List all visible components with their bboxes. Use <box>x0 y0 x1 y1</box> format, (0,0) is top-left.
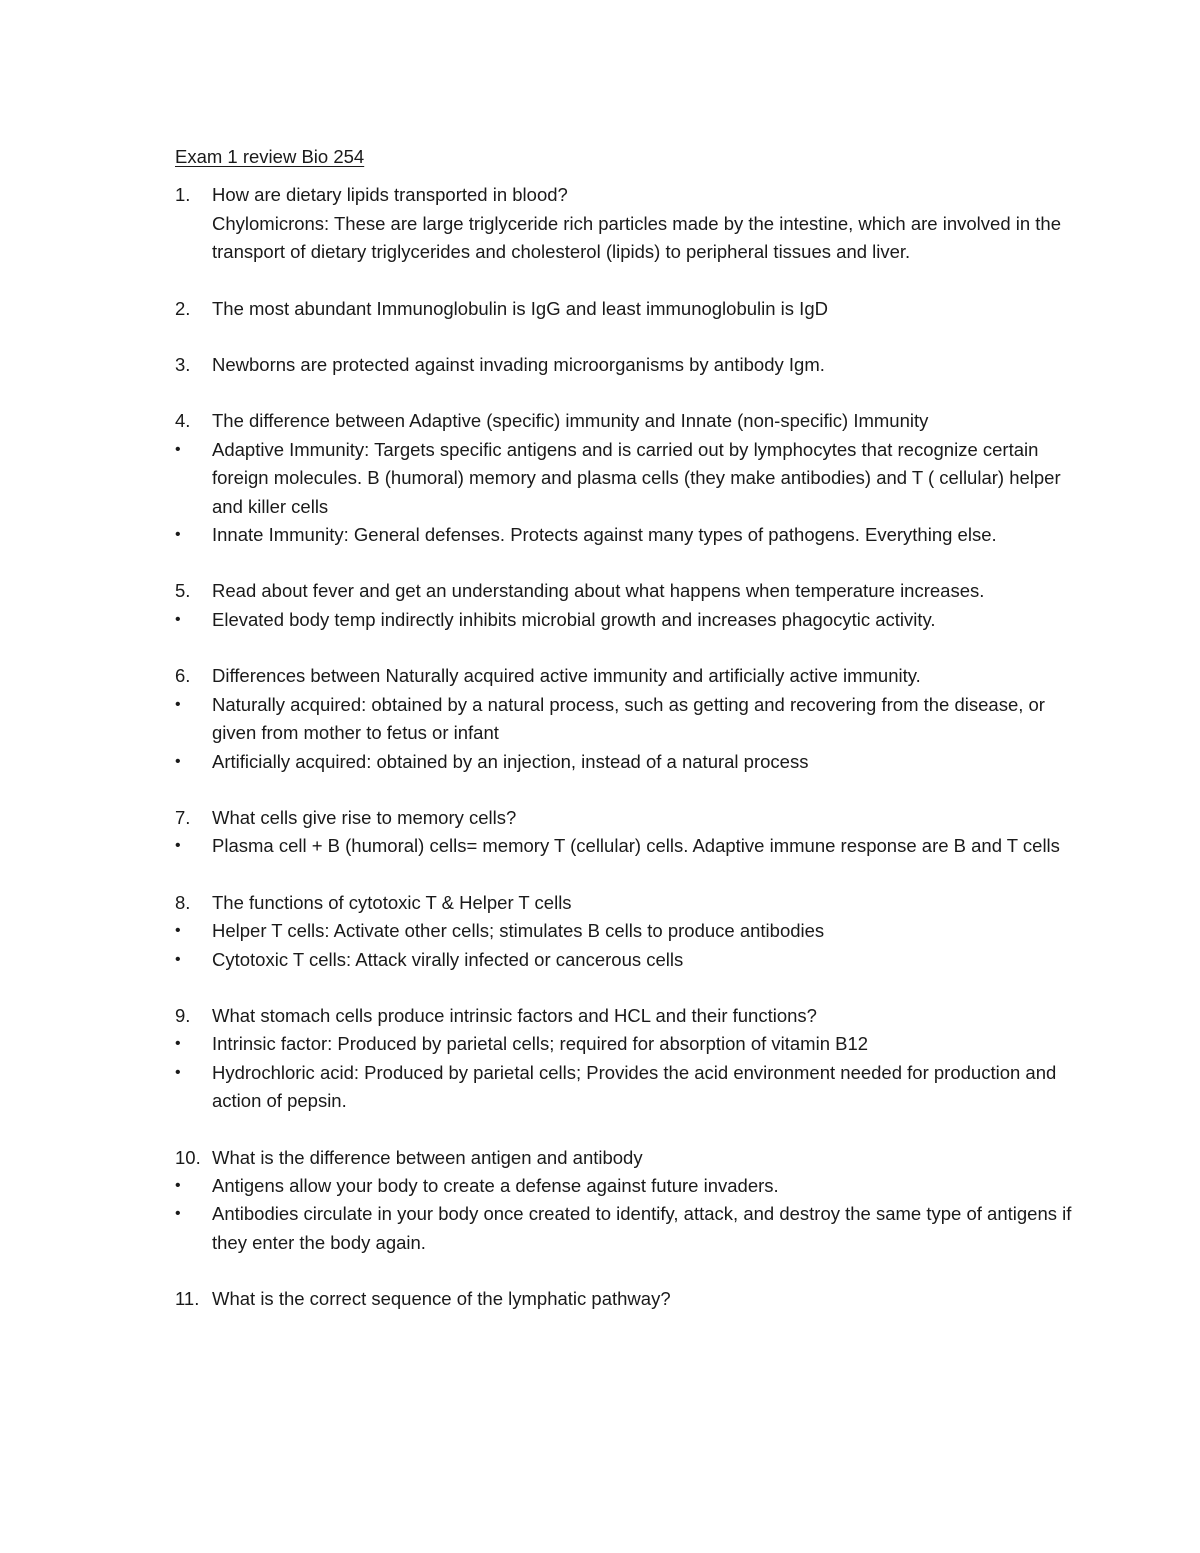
question-line: Newborns are protected against invading microorganisms by antibody Igm. <box>212 354 825 376</box>
question-text <box>212 662 1075 690</box>
question-number: 11. <box>175 1288 200 1310</box>
question-text <box>212 351 1075 379</box>
question-line: What stomach cells produce intrinsic factors and HCL and their functions? <box>212 1004 817 1026</box>
bullet-text: Intrinsic factor: Produced by parietal cells; required for absorption of vitamin B12 <box>212 1033 869 1055</box>
bullet-item <box>175 1200 1075 1257</box>
question-line: Read about fever and get an understanding about what happens when temperature increases. <box>212 580 985 602</box>
bullet-item <box>175 946 1075 974</box>
bullet-text: Helper T cells: Activate other cells; stimulates B cells to produce antibodies <box>212 920 825 942</box>
answer-text: Chylomicrons: These are large triglyceride rich particles made by the intestine, which are involved in the transport of dietary triglycerides and cholesterol (lipids) to peripheral tissues and liver. <box>212 212 1062 263</box>
question-line: What cells give rise to memory cells? <box>212 806 517 828</box>
question-row <box>175 351 1075 379</box>
question-item <box>175 1285 1075 1313</box>
question-item <box>175 1144 1075 1258</box>
bullet-item <box>175 1172 1075 1200</box>
bullet-text: Innate Immunity: General defenses. Protects against many types of pathogens. Everything else. <box>212 524 997 546</box>
question-text <box>212 1285 1075 1313</box>
question-line: The most abundant Immunoglobulin is IgG and least immunoglobulin is IgD <box>212 297 828 319</box>
document-title: Exam 1 review Bio 254 <box>175 146 365 167</box>
question-line: The functions of cytotoxic T & Helper T cells <box>212 891 572 913</box>
question-line: What is the difference between antigen and antibody <box>212 1146 643 1168</box>
bullet-item <box>175 691 1075 748</box>
question-row <box>175 1144 1075 1172</box>
question-number: 10. <box>175 1146 201 1168</box>
question-item <box>175 577 1075 634</box>
question-number: 4. <box>175 410 191 432</box>
question-item <box>175 1002 1075 1116</box>
question-row <box>175 295 1075 323</box>
bullet-text: Cytotoxic T cells: Attack virally infected or cancerous cells <box>212 948 684 970</box>
bullet-text: Naturally acquired: obtained by a natural process, such as getting and recovering from the disease, or given from mother to fetus or infant <box>212 693 1045 744</box>
bullet-icon: • <box>175 837 181 855</box>
question-item <box>175 662 1075 776</box>
bullet-item <box>175 606 1075 634</box>
question-row <box>175 1285 1075 1313</box>
question-row <box>175 889 1075 917</box>
bullet-icon: • <box>175 1176 181 1194</box>
question-list <box>175 181 1075 1313</box>
question-item <box>175 407 1075 549</box>
question-number: 6. <box>175 665 191 687</box>
question-line: What is the correct sequence of the lymphatic pathway? <box>212 1288 671 1310</box>
question-item <box>175 295 1075 323</box>
bullet-icon: • <box>175 1063 181 1081</box>
question-number: 9. <box>175 1004 191 1026</box>
bullet-item <box>175 748 1075 776</box>
question-number: 2. <box>175 297 191 319</box>
question-number: 8. <box>175 891 191 913</box>
bullet-item <box>175 917 1075 945</box>
bullet-text: Antibodies circulate in your body once created to identify, attack, and destroy the same type of antigens if they enter the body again. <box>212 1203 1072 1253</box>
bullet-text: Adaptive Immunity: Targets specific antigens and is carried out by lymphocytes that recognize certain foreign molecules. B (humoral) memory and plasma cells (they make antibodies) and T ( cellular) helper and killer cells <box>212 438 1061 517</box>
bullet-icon: • <box>175 610 181 628</box>
question-text <box>212 577 1075 605</box>
bullet-icon: • <box>175 1035 181 1053</box>
question-text <box>212 889 1075 917</box>
question-number: 5. <box>175 580 191 602</box>
bullet-icon: • <box>175 950 181 968</box>
bullet-icon: • <box>175 440 181 458</box>
question-row <box>175 407 1075 435</box>
question-item <box>175 804 1075 861</box>
bullet-icon: • <box>175 526 181 544</box>
bullet-icon: • <box>175 752 181 770</box>
question-row <box>175 662 1075 690</box>
question-text <box>212 181 1075 266</box>
question-line: The difference between Adaptive (specific) immunity and Innate (non-specific) Immunity <box>212 410 929 432</box>
bullet-item <box>175 436 1075 521</box>
question-text <box>212 1002 1075 1030</box>
bullet-item <box>175 1030 1075 1058</box>
question-line: Differences between Naturally acquired active immunity and artificially active immunity. <box>212 665 921 687</box>
question-row <box>175 577 1075 605</box>
question-row <box>175 804 1075 832</box>
question-row <box>175 181 1075 266</box>
bullet-icon: • <box>175 695 181 713</box>
bullet-item <box>175 521 1075 549</box>
question-item <box>175 181 1075 266</box>
question-number: 3. <box>175 354 191 376</box>
question-text <box>212 1144 1075 1172</box>
bullet-text: Elevated body temp indirectly inhibits microbial growth and increases phagocytic activity. <box>212 608 936 630</box>
bullet-icon: • <box>175 1205 181 1223</box>
question-text <box>212 804 1075 832</box>
bullet-text: Hydrochloric acid: Produced by parietal cells; Provides the acid environment needed for production and action of pepsin. <box>212 1061 1057 1112</box>
question-number: 7. <box>175 806 191 828</box>
question-text <box>212 295 1075 323</box>
bullet-icon: • <box>175 922 181 940</box>
bullet-item <box>175 832 1075 860</box>
document-content <box>175 143 1075 1342</box>
question-line: How are dietary lipids transported in blood? <box>212 184 568 206</box>
bullet-text: Artificially acquired: obtained by an injection, instead of a natural process <box>212 750 809 772</box>
question-row <box>175 1002 1075 1030</box>
question-item <box>175 351 1075 379</box>
question-item <box>175 889 1075 974</box>
bullet-text: Plasma cell + B (humoral) cells= memory T (cellular) cells. Adaptive immune response are B and T cells <box>212 835 1060 857</box>
question-text <box>212 407 1075 435</box>
question-number: 1. <box>175 184 191 206</box>
bullet-text: Antigens allow your body to create a defense against future invaders. <box>212 1174 779 1196</box>
bullet-item <box>175 1059 1075 1116</box>
